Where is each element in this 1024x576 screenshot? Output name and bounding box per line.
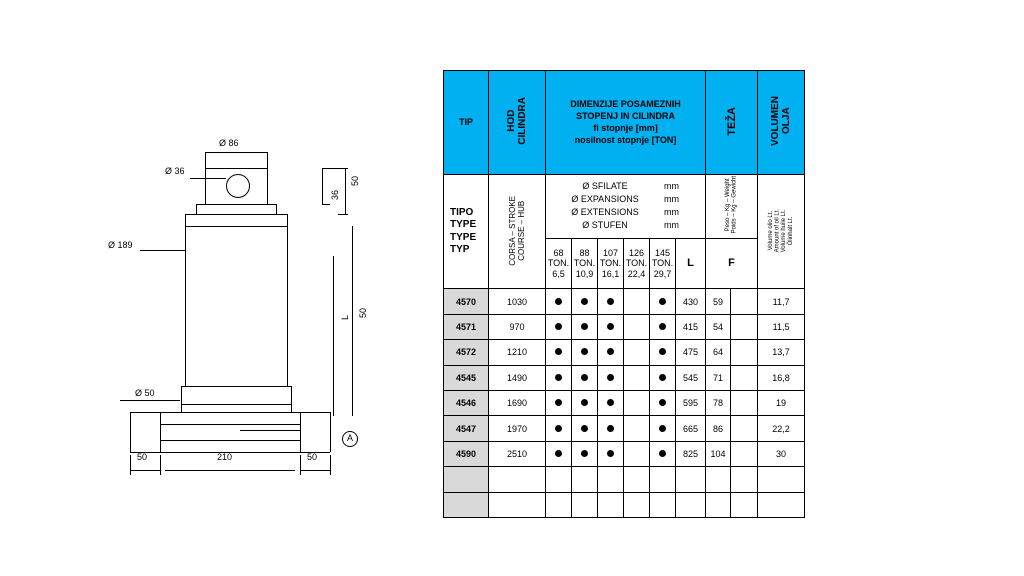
row-code: 4570 xyxy=(444,289,489,314)
stage-dot xyxy=(555,298,562,305)
row-oil xyxy=(758,467,805,492)
row-stage-2 xyxy=(572,467,598,492)
stage-dot xyxy=(581,374,588,381)
header-hod xyxy=(489,71,546,175)
row-F: 64 xyxy=(706,340,731,365)
row-code: 4545 xyxy=(444,365,489,390)
row-code: 4590 xyxy=(444,441,489,466)
stage-5-dia: 145 xyxy=(654,247,671,258)
row-stroke: 1490 xyxy=(489,365,546,390)
header-title-line-2: STOPENJ IN CILINDRA xyxy=(576,111,675,122)
dim-label-50-left: 50 xyxy=(137,452,148,462)
volume-line-1: Volume olio Lt. xyxy=(767,210,774,251)
header-hod-line1: HOD xyxy=(506,110,517,133)
stage-header-4 xyxy=(624,238,650,289)
row-F-spacer xyxy=(731,416,758,441)
dim-label-50-overall: 50 xyxy=(358,307,368,318)
row-oil: 16,8 xyxy=(758,365,805,390)
stage-dot xyxy=(581,425,588,432)
dim-row-1-label: Ø SFILATE xyxy=(582,181,628,192)
dim-label-50-right: 50 xyxy=(307,452,318,462)
dim-50-left xyxy=(130,470,160,471)
volume-line-4: Ölinhalt Lt. xyxy=(787,216,794,245)
dim-label-bore-189: Ø 189 xyxy=(108,240,133,250)
row-stage-3 xyxy=(598,340,624,365)
row-F-spacer xyxy=(731,390,758,415)
stage-4-cap: 22,4 xyxy=(627,268,646,279)
row-F-spacer xyxy=(731,441,758,466)
dim-row-3 xyxy=(546,206,705,219)
dim-label-height-36: 36 xyxy=(330,189,340,200)
row-stage-2 xyxy=(572,314,598,339)
row-F: 59 xyxy=(706,289,731,314)
dim-line-86 xyxy=(205,152,267,153)
dim-ext-3 xyxy=(300,455,301,475)
eye-right-edge xyxy=(267,168,268,204)
row-code: 4572 xyxy=(444,340,489,365)
dim-row-1 xyxy=(546,180,705,193)
neck-top xyxy=(196,204,276,205)
specification-table xyxy=(443,70,804,518)
subheader-peso xyxy=(706,174,758,238)
subheader-volume xyxy=(758,174,805,289)
row-oil: 30 xyxy=(758,441,805,466)
row-code: 4547 xyxy=(444,416,489,441)
dim-row-4 xyxy=(546,219,705,232)
row-F-spacer xyxy=(731,314,758,339)
row-stage-4 xyxy=(624,416,650,441)
row-F xyxy=(706,492,731,517)
stage-dot xyxy=(659,374,666,381)
row-stage-3 xyxy=(598,314,624,339)
stage-dot xyxy=(581,323,588,330)
row-oil: 22,2 xyxy=(758,416,805,441)
table-row-empty[interactable] xyxy=(444,467,805,492)
stage-dot xyxy=(555,374,562,381)
subheader-corsa xyxy=(489,174,546,289)
dim-row-3-unit: mm xyxy=(664,207,680,218)
dim-row-3-label: Ø EXTENSIONS xyxy=(571,207,639,218)
table-row[interactable] xyxy=(444,441,805,466)
stage-dot xyxy=(659,348,666,355)
row-stage-5 xyxy=(650,416,676,441)
table-row[interactable] xyxy=(444,314,805,339)
stage-4-dia: 126 xyxy=(628,247,645,258)
stage-dot xyxy=(581,298,588,305)
stage-4-ton: TON. xyxy=(625,258,648,269)
stage-2-cap: 10,9 xyxy=(575,268,594,279)
row-stage-5 xyxy=(650,365,676,390)
dim-label-bore-86: Ø 86 xyxy=(219,138,239,148)
stage-header-L: L xyxy=(676,238,706,289)
cap-right xyxy=(287,214,288,226)
stage-dot xyxy=(555,348,562,355)
row-stage-3 xyxy=(598,365,624,390)
row-oil: 11,7 xyxy=(758,289,805,314)
stage-dot xyxy=(555,323,562,330)
row-stage-1 xyxy=(546,340,572,365)
corsa-line-1: CORSA – STROKE xyxy=(508,195,517,266)
dim-row-2-label: Ø EXPANSIONS xyxy=(571,194,639,205)
row-stage-2 xyxy=(572,390,598,415)
dim-row-4-label: Ø STUFEN xyxy=(582,220,628,231)
row-stage-5 xyxy=(650,467,676,492)
table-row[interactable] xyxy=(444,289,805,314)
tipo-line-2: TYPE xyxy=(450,219,477,231)
row-L: 475 xyxy=(676,340,706,365)
neck-left xyxy=(196,204,197,214)
row-L: 595 xyxy=(676,390,706,415)
row-F-spacer xyxy=(731,467,758,492)
stage-dot xyxy=(555,399,562,406)
table-subheader-row xyxy=(444,174,805,238)
row-F: 104 xyxy=(706,441,731,466)
volume-line-2: Amount of oil Lt. xyxy=(774,208,781,253)
row-F: 71 xyxy=(706,365,731,390)
subheader-dim-list xyxy=(546,174,706,238)
stage-dot xyxy=(581,399,588,406)
base-shaft-top xyxy=(160,424,300,425)
row-stage-2 xyxy=(572,365,598,390)
dim-row-2 xyxy=(546,193,705,206)
stage-dot xyxy=(607,374,614,381)
header-teza-label: TEŽA xyxy=(725,106,738,136)
base-shaft-center xyxy=(240,430,300,431)
row-stage-1 xyxy=(546,416,572,441)
dim-line-L xyxy=(333,256,334,416)
row-code: 4571 xyxy=(444,314,489,339)
row-L: 430 xyxy=(676,289,706,314)
dim-label-bore-50: Ø 50 xyxy=(135,388,155,398)
header-teza xyxy=(706,71,758,175)
row-stage-4 xyxy=(624,314,650,339)
table-header-row xyxy=(444,71,805,175)
row-stage-3 xyxy=(598,289,624,314)
row-stroke: 1210 xyxy=(489,340,546,365)
row-stage-2 xyxy=(572,289,598,314)
dim-line-36-height xyxy=(322,168,323,204)
row-L: 415 xyxy=(676,314,706,339)
row-stage-4 xyxy=(624,467,650,492)
row-stage-1 xyxy=(546,390,572,415)
header-center-title xyxy=(546,71,706,175)
dim-row-2-unit: mm xyxy=(664,194,680,205)
row-F: 78 xyxy=(706,390,731,415)
row-F-spacer xyxy=(731,365,758,390)
row-L: 825 xyxy=(676,441,706,466)
cap-top xyxy=(185,214,287,215)
row-oil xyxy=(758,492,805,517)
subheader-tipo xyxy=(444,174,489,289)
header-volumen-line2: OLJA xyxy=(781,108,793,135)
row-F xyxy=(706,467,731,492)
row-code: 4546 xyxy=(444,390,489,415)
dim-tick-b xyxy=(322,204,330,205)
row-stage-5 xyxy=(650,441,676,466)
dim-line-189 xyxy=(140,250,186,251)
row-stage-5 xyxy=(650,340,676,365)
base-inner-left xyxy=(160,412,161,452)
header-volumen xyxy=(758,71,805,175)
dim-line-36 xyxy=(190,178,226,179)
row-stroke: 1690 xyxy=(489,390,546,415)
eye-left-edge xyxy=(205,168,206,204)
dim-line-overall xyxy=(352,226,353,416)
row-code xyxy=(444,467,489,492)
stage-dot xyxy=(555,450,562,457)
row-F-spacer xyxy=(731,492,758,517)
row-stage-4 xyxy=(624,441,650,466)
header-title-line-4: nosilnost stopnje [TON] xyxy=(574,135,677,146)
neck-right xyxy=(276,204,277,214)
stage-dot xyxy=(581,348,588,355)
stage-dot xyxy=(607,348,614,355)
stage-5-ton: TON. xyxy=(651,258,674,269)
row-stage-4 xyxy=(624,365,650,390)
cap-bottom xyxy=(185,226,287,227)
stage-dot xyxy=(581,450,588,457)
stage-3-cap: 16,1 xyxy=(601,268,620,279)
tipo-line-4: TYP xyxy=(450,244,470,256)
row-stage-1 xyxy=(546,467,572,492)
eye-top-edge xyxy=(205,168,267,169)
collar-left xyxy=(181,386,182,412)
tipo-line-1: TIPO xyxy=(450,206,474,218)
collar-right xyxy=(291,386,292,412)
header-hod-line2: CILINDRA xyxy=(517,97,528,146)
stage-2-dia: 88 xyxy=(579,247,590,258)
table-row[interactable] xyxy=(444,416,805,441)
stage-dot xyxy=(607,425,614,432)
header-title-line-3: fi stopnje [mm] xyxy=(593,123,658,134)
row-stage-1 xyxy=(546,289,572,314)
row-oil: 11,5 xyxy=(758,314,805,339)
stage-dot xyxy=(659,298,666,305)
stage-dot xyxy=(555,425,562,432)
row-stage-4 xyxy=(624,289,650,314)
stage-1-ton: TON. xyxy=(547,258,570,269)
dim-210 xyxy=(165,470,295,471)
stage-3-ton: TON. xyxy=(599,258,622,269)
stage-2-ton: TON. xyxy=(573,258,596,269)
eye-bore-circle xyxy=(226,174,250,198)
table-row-empty[interactable] xyxy=(444,492,805,517)
row-L xyxy=(676,467,706,492)
stage-header-3 xyxy=(598,238,624,289)
row-L xyxy=(676,492,706,517)
row-stroke: 2510 xyxy=(489,441,546,466)
stage-3-dia: 107 xyxy=(602,247,619,258)
row-stage-4 xyxy=(624,340,650,365)
header-volumen-line1: VOLUMEN xyxy=(770,96,782,147)
stage-dot xyxy=(607,450,614,457)
dim-ext-2 xyxy=(160,455,161,475)
row-stroke: 970 xyxy=(489,314,546,339)
row-stage-5 xyxy=(650,492,676,517)
tipo-line-3: TYPE xyxy=(450,231,477,243)
row-stage-5 xyxy=(650,314,676,339)
dim-ext-86-right xyxy=(267,152,268,168)
row-F: 86 xyxy=(706,416,731,441)
stage-dot xyxy=(607,298,614,305)
volume-line-3: Volume huile Lt. xyxy=(781,209,788,252)
row-oil: 19 xyxy=(758,390,805,415)
row-stroke xyxy=(489,492,546,517)
row-F: 54 xyxy=(706,314,731,339)
dim-ext-4 xyxy=(330,455,331,475)
row-stage-1 xyxy=(546,492,572,517)
stage-1-dia: 68 xyxy=(553,247,564,258)
row-stage-5 xyxy=(650,390,676,415)
stage-header-1 xyxy=(546,238,572,289)
dim-row-1-unit: mm xyxy=(664,181,680,192)
stage-dot xyxy=(607,399,614,406)
row-L: 665 xyxy=(676,416,706,441)
row-stage-1 xyxy=(546,365,572,390)
base-shaft-bottom xyxy=(160,440,300,441)
stage-1-cap: 6,5 xyxy=(552,268,565,279)
table-row[interactable] xyxy=(444,365,805,390)
header-tip: TIP xyxy=(444,71,489,175)
base-left xyxy=(130,412,131,452)
row-stage-2 xyxy=(572,416,598,441)
stage-dot xyxy=(659,450,666,457)
row-stage-2 xyxy=(572,441,598,466)
dim-ext-86-left xyxy=(205,152,206,168)
stage-5-cap: 29,7 xyxy=(653,268,672,279)
row-stage-4 xyxy=(624,492,650,517)
row-stage-3 xyxy=(598,416,624,441)
row-stage-1 xyxy=(546,441,572,466)
row-stroke xyxy=(489,467,546,492)
dim-ext-1 xyxy=(130,455,131,475)
row-stage-4 xyxy=(624,390,650,415)
row-stage-2 xyxy=(572,340,598,365)
base-right xyxy=(330,412,331,452)
cylinder-technical-drawing xyxy=(0,0,430,576)
row-stage-5 xyxy=(650,289,676,314)
dim-tick-a xyxy=(322,168,348,169)
row-code xyxy=(444,492,489,517)
peso-line-1: Peso – Kg – Weight xyxy=(724,178,731,232)
base-inner-right xyxy=(300,412,301,452)
row-stage-1 xyxy=(546,314,572,339)
dim-row-4-unit: mm xyxy=(664,220,680,231)
dim-50-right xyxy=(300,470,330,471)
stage-header-5 xyxy=(650,238,676,289)
stage-dot xyxy=(659,399,666,406)
dim-label-L: L xyxy=(340,314,350,320)
stage-header-F: F xyxy=(706,238,758,289)
collar-mid xyxy=(181,404,291,405)
peso-line-2: Poids – Kg – Gewicht xyxy=(731,176,738,234)
cap-left xyxy=(185,214,186,226)
detail-marker-a xyxy=(342,428,358,447)
stage-dot xyxy=(607,323,614,330)
stage-header-2 xyxy=(572,238,598,289)
row-stage-2 xyxy=(572,492,598,517)
row-F-spacer xyxy=(731,289,758,314)
dim-label-bore-36: Ø 36 xyxy=(165,166,185,176)
table-row[interactable] xyxy=(444,390,805,415)
row-L: 545 xyxy=(676,365,706,390)
stage-dot xyxy=(659,425,666,432)
dim-line-50-height xyxy=(345,168,346,214)
stage-dot xyxy=(659,323,666,330)
corsa-line-2: COURSE – HUB xyxy=(517,200,526,261)
row-stroke: 1030 xyxy=(489,289,546,314)
table-row[interactable] xyxy=(444,340,805,365)
dim-label-210: 210 xyxy=(217,452,233,462)
row-stage-3 xyxy=(598,441,624,466)
dim-tick-c xyxy=(338,214,348,215)
detail-a-label: A xyxy=(342,431,358,447)
row-stage-3 xyxy=(598,390,624,415)
row-F-spacer xyxy=(731,340,758,365)
row-stage-3 xyxy=(598,467,624,492)
dim-label-height-50: 50 xyxy=(350,175,360,186)
dim-line-50-dia xyxy=(120,400,180,401)
row-stage-3 xyxy=(598,492,624,517)
barrel-right xyxy=(287,226,288,386)
row-stroke: 1970 xyxy=(489,416,546,441)
collar-top xyxy=(181,386,291,387)
row-oil: 13,7 xyxy=(758,340,805,365)
header-title-line-1: DIMENZIJE POSAMEZNIH xyxy=(570,99,681,110)
